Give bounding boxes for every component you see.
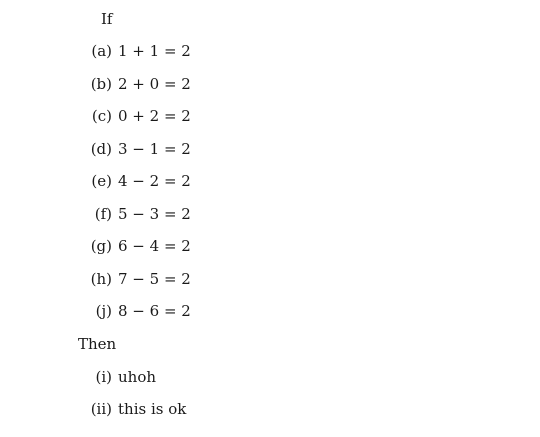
list-item-equation: 1 + 1 = 2 (118, 42, 191, 60)
intro-paragraph: If (101, 10, 113, 28)
list-item-label: (f) (94, 205, 112, 223)
outro-paragraph: Then (78, 335, 117, 353)
list-item-label: (h) (90, 270, 112, 288)
list-item-text: this is ok (118, 400, 187, 418)
list-item-equation: 0 + 2 = 2 (118, 107, 191, 125)
list-item-label: (g) (90, 237, 112, 255)
list-item-text: uhoh (118, 368, 157, 386)
list-item-equation: 6 − 4 = 2 (118, 237, 191, 255)
list-item-equation: 2 + 0 = 2 (118, 75, 191, 93)
list-item-equation: 7 − 5 = 2 (118, 270, 191, 288)
list-item-label: (i) (95, 368, 112, 386)
list-item-label: (c) (91, 107, 112, 125)
list-item-label: (b) (90, 75, 112, 93)
list-item-equation: 8 − 6 = 2 (118, 302, 191, 320)
list-item-label: (d) (90, 140, 112, 158)
list-item-equation: 5 − 3 = 2 (118, 205, 191, 223)
list-item-label: (e) (91, 172, 112, 190)
list-item-label: (j) (95, 302, 112, 320)
list-item-label: (a) (91, 42, 112, 60)
list-item-label: (ii) (90, 400, 112, 418)
list-item-equation: 3 − 1 = 2 (118, 140, 191, 158)
list-item-equation: 4 − 2 = 2 (118, 172, 191, 190)
